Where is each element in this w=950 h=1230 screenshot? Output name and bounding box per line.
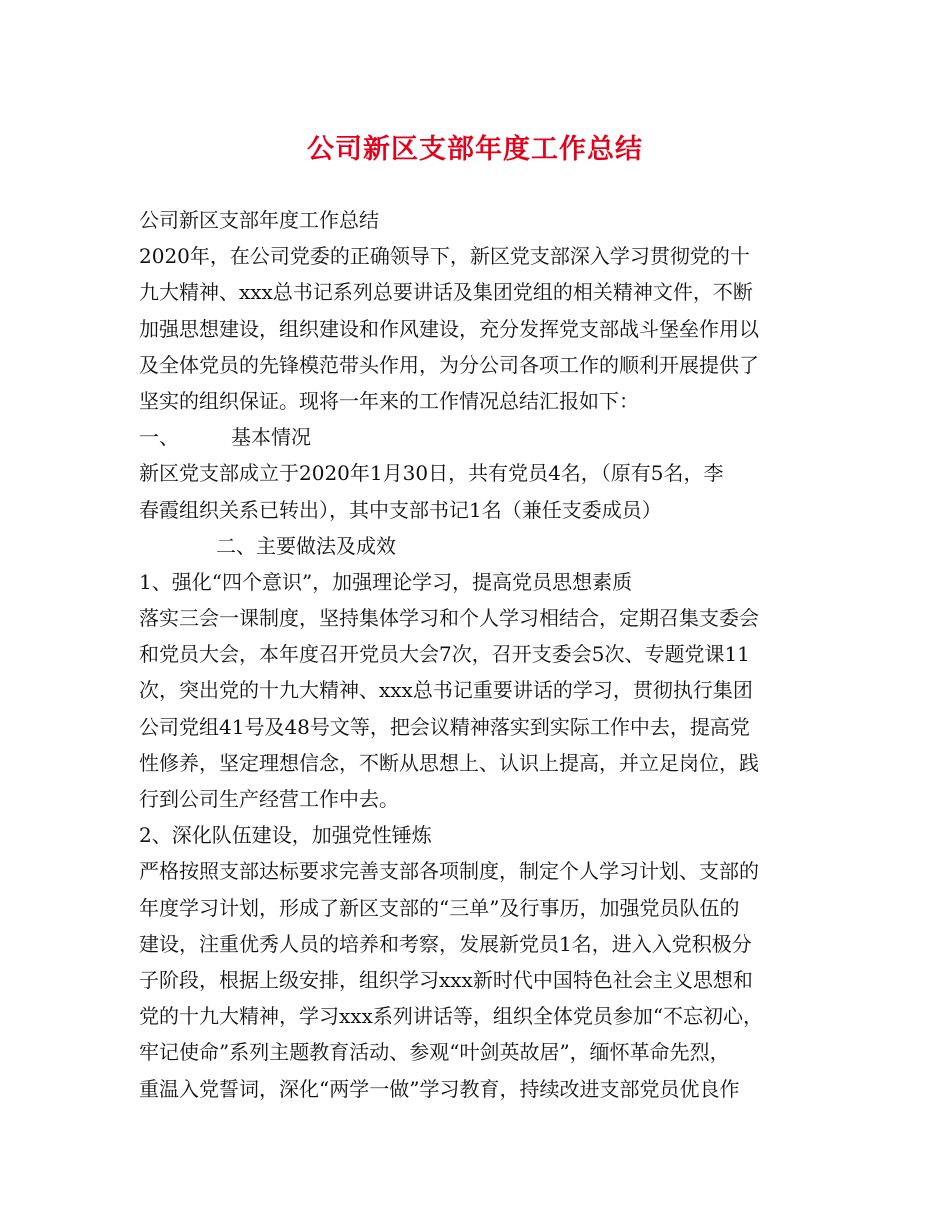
- document-title: 公司新区支部年度工作总结: [307, 134, 643, 165]
- section-heading-text: 基本情况: [231, 425, 311, 450]
- body-line: 牢记使命”系列主题教育活动、参观“叶剑英故居”，缅怀革命先烈，: [139, 1040, 730, 1065]
- section-number: 一、: [139, 425, 179, 450]
- body-line: 建设，注重优秀人员的培养和考察，发展新党员1名，进入入党积极分: [139, 931, 752, 956]
- body-line: 新区党支部成立于2020年1月30日，共有党员4名，（原有5名，李: [139, 461, 724, 486]
- body-line: 重温入党誓词，深化“两学一做”学习教育，持续改进支部党员优良作: [139, 1076, 740, 1101]
- body-line: 春霞组织关系已转出），其中支部书记1名（兼任支委成员）: [139, 497, 662, 522]
- body-line: 2020年，在公司党委的正确领导下，新区党支部深入学习贯彻党的十: [139, 244, 750, 269]
- body-line: 年度学习计划，形成了新区支部的“三单”及行事历，加强党员队伍的: [139, 895, 740, 920]
- subsection-heading: 1、强化“四个意识”，加强理论学习，提高党员思想素质: [139, 569, 633, 594]
- subsection-heading: 2、深化队伍建设，加强党性锤炼: [139, 823, 432, 848]
- body-line: 坚实的组织保证。现将一年来的工作情况总结汇报如下：: [139, 388, 639, 413]
- body-line: 性修养，坚定理想信念，不断从思想上、认识上提高，并立足岗位，践: [139, 750, 759, 775]
- body-line: 党的十九大精神，学习xxx系列讲话等，组织全体党员参加“不忘初心，: [139, 1004, 764, 1029]
- body-line: 和党员大会，本年度召开党员大会7次，召开支委会5次、专题党课11: [139, 642, 750, 667]
- body-line: 公司新区支部年度工作总结: [139, 208, 379, 232]
- document-body: [139, 202, 819, 1107]
- body-line: 加强思想建设，组织建设和作风建设，充分发挥党支部战斗堡垒作用以: [139, 316, 759, 341]
- body-line: 公司党组41号及48号文等，把会议精神落实到实际工作中去，提高党: [139, 714, 750, 739]
- body-line: 落实三会一课制度，坚持集体学习和个人学习相结合，定期召集支委会: [139, 606, 759, 631]
- body-line: 次，突出党的十九大精神、xxx总书记重要讲话的学习，贯彻执行集团: [139, 678, 753, 703]
- body-line: 九大精神、xxx总书记系列总要讲话及集团党组的相关精神文件，不断: [139, 280, 753, 305]
- body-line: 严格按照支部达标要求完善支部各项制度，制定个人学习计划、支部的: [139, 859, 759, 884]
- body-line: 行到公司生产经营工作中去。: [139, 787, 399, 811]
- section-heading-2: 二、主要做法及成效: [216, 533, 396, 558]
- section-heading-1: [139, 419, 819, 455]
- body-line: 及全体党员的先锋模范带头作用，为分公司各项工作的顺利开展提供了: [139, 352, 759, 377]
- body-line: 子阶段，根据上级安排，组织学习xxx新时代中国特色社会主义思想和: [139, 967, 753, 992]
